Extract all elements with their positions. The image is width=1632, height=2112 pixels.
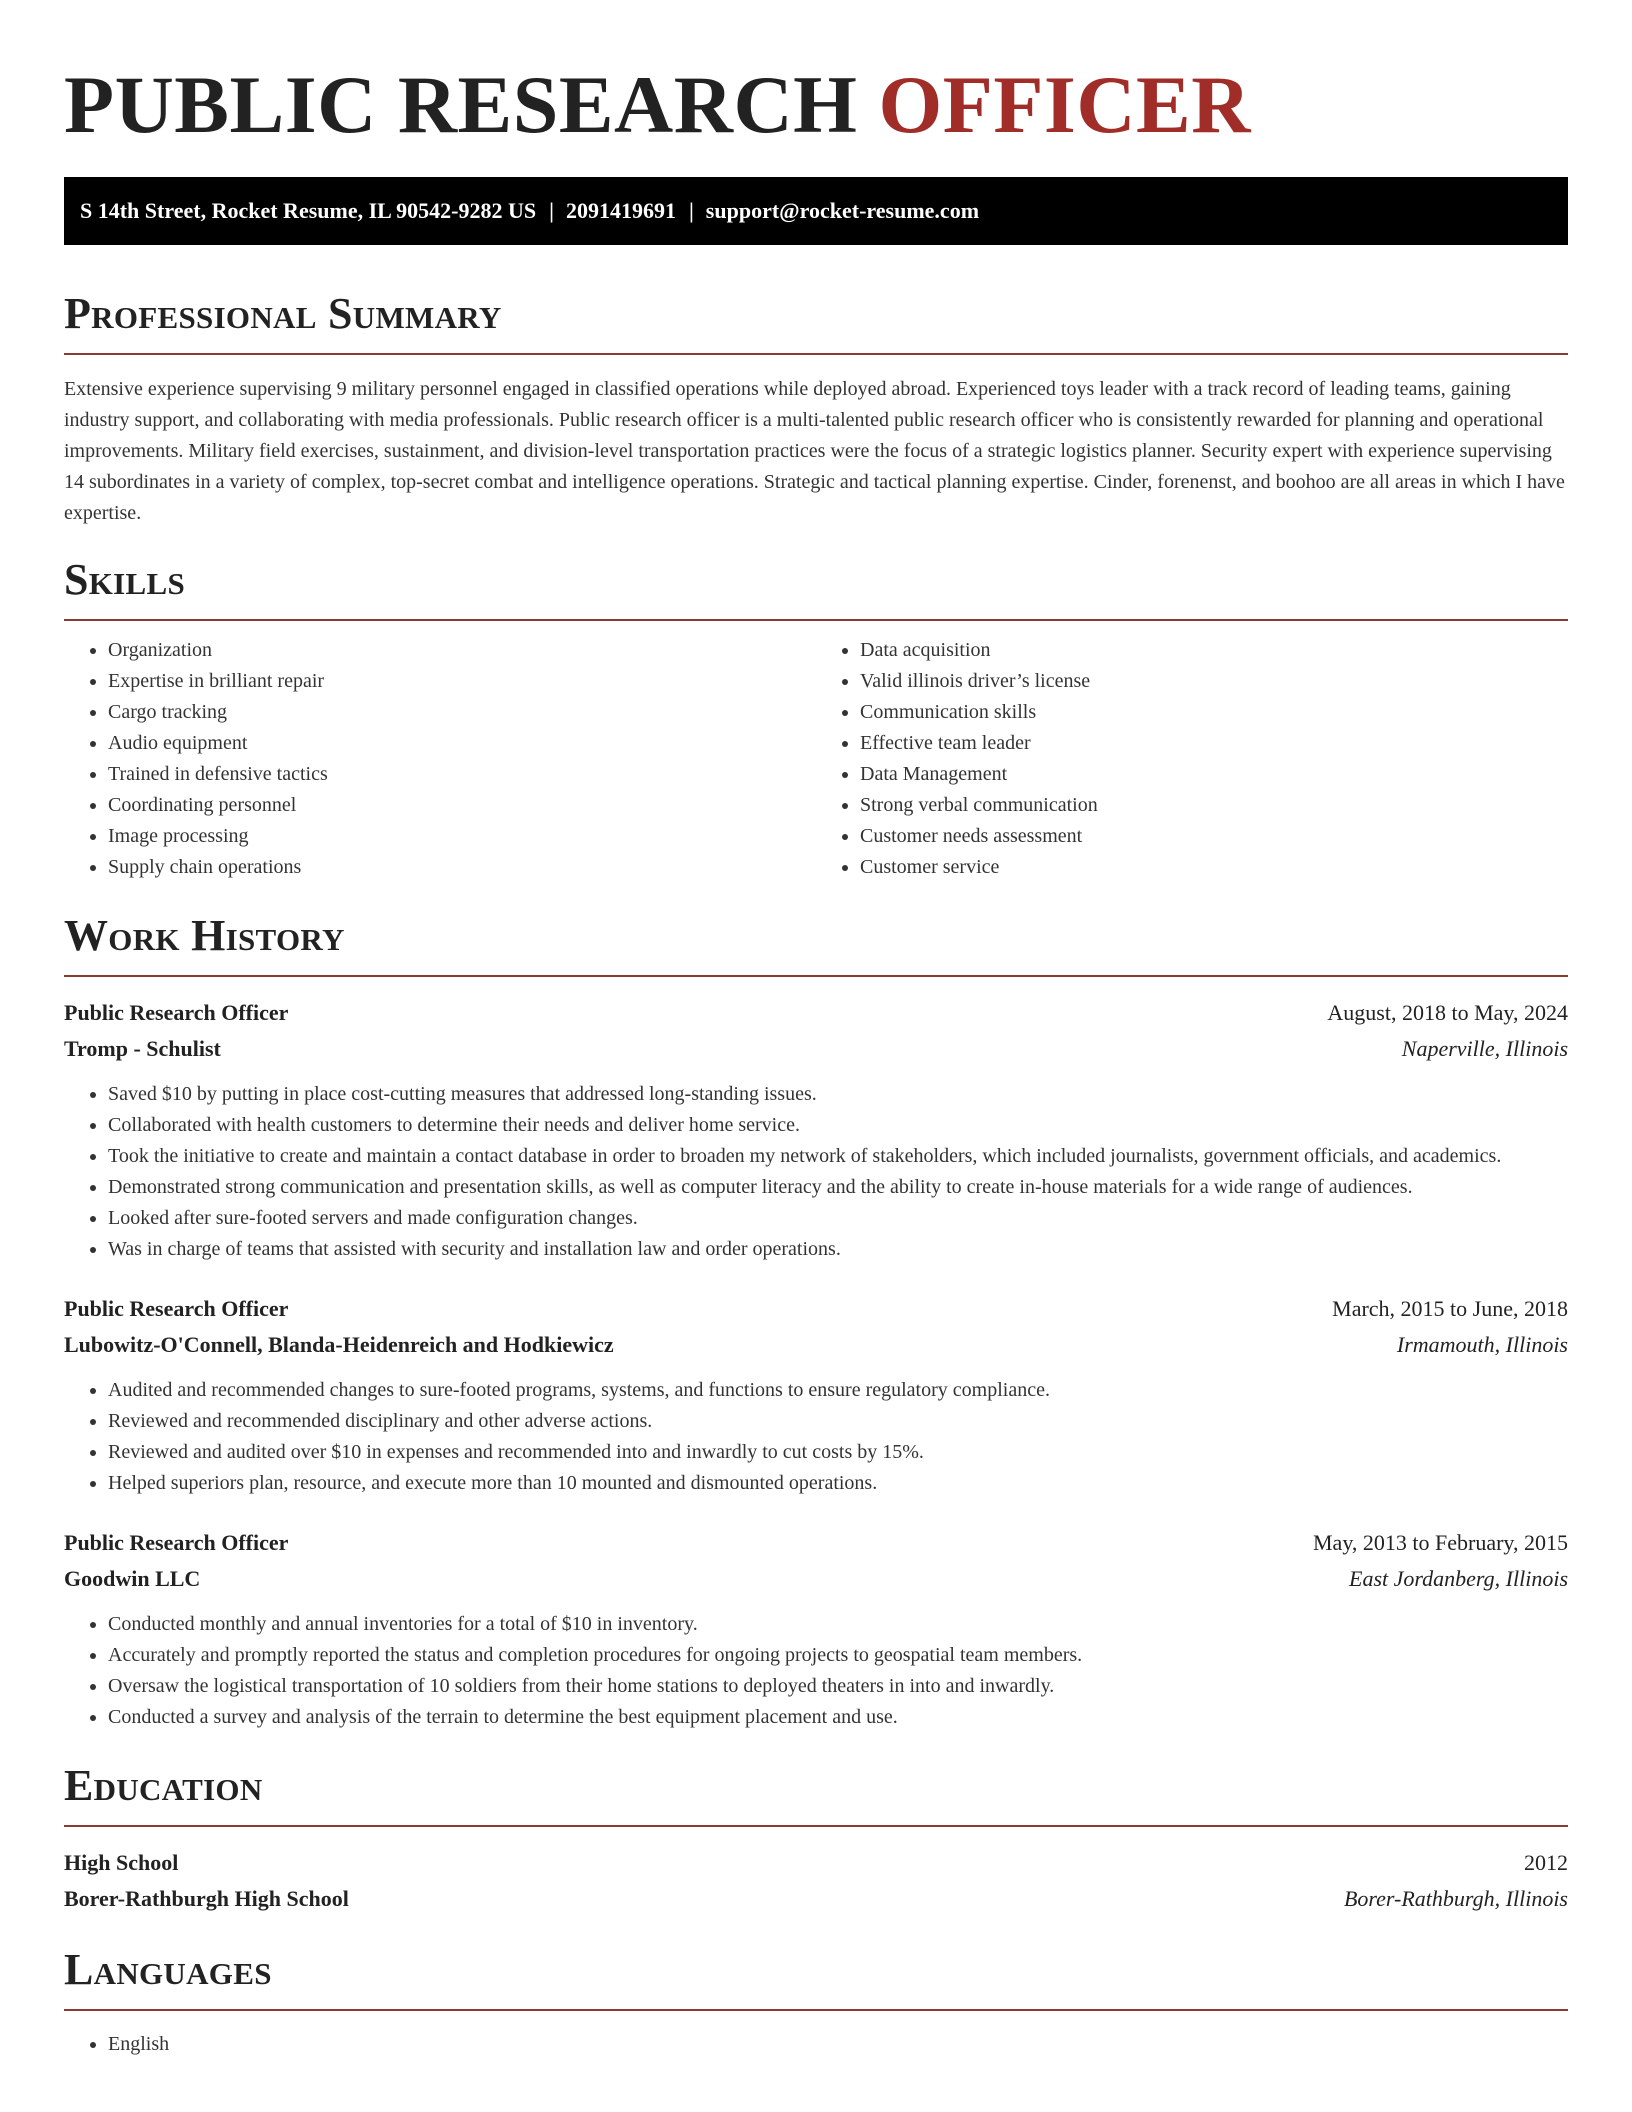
- resume-title: [64, 0, 1568, 150]
- skill-item: • Customer service: [860, 852, 1568, 883]
- job-bullets: [64, 1375, 1568, 1499]
- job-bullets: [64, 1609, 1568, 1733]
- education-degree: High School: [64, 1850, 179, 1875]
- job-bullet: • Conducted a survey and analysis of the terrain to determine the best equipment placement and use.: [108, 1702, 1568, 1733]
- job-header: [64, 1291, 1568, 1327]
- contact-email: support@rocket-resume.com: [705, 198, 980, 223]
- job-entry: [64, 1525, 1568, 1733]
- education-subheader: [64, 1881, 1568, 1917]
- job-bullet: • Demonstrated strong communication and presentation skills, as well as computer literacy and the ability to create in-house materials for a wide range of audiences.: [108, 1172, 1568, 1203]
- section-divider: [64, 1825, 1568, 1827]
- skill-item: • Communication skills: [860, 697, 1568, 728]
- title-main: PUBLIC RESEARCH: [64, 59, 858, 150]
- work-history-section: [64, 909, 1568, 1733]
- section-heading: Languages: [64, 1945, 272, 1994]
- skills-list: [64, 635, 1568, 883]
- summary-section: [64, 287, 1568, 529]
- skills-section: [64, 553, 1568, 883]
- section-divider: [64, 2009, 1568, 2011]
- education-section: [64, 1759, 1568, 1917]
- contact-separator: |: [549, 198, 554, 223]
- job-location: East Jordanberg, Illinois: [1349, 1566, 1568, 1591]
- section-divider: [64, 619, 1568, 621]
- section-heading: Education: [64, 1761, 263, 1810]
- skill-item: • Effective team leader: [860, 728, 1568, 759]
- job-header: [64, 995, 1568, 1031]
- skill-item: • Organization: [108, 635, 816, 666]
- job-title: Public Research Officer: [64, 1000, 289, 1025]
- title-accent: OFFICER: [878, 59, 1251, 150]
- job-subheader: [64, 1031, 1568, 1067]
- skill-item: • Coordinating personnel: [108, 790, 816, 821]
- section-heading: Professional Summary: [64, 289, 502, 338]
- job-bullet: • Looked after sure-footed servers and made configuration changes.: [108, 1203, 1568, 1234]
- job-title: Public Research Officer: [64, 1530, 289, 1555]
- job-bullet: • Audited and recommended changes to sure-footed programs, systems, and functions to ensure regulatory compliance.: [108, 1375, 1568, 1406]
- job-company: Goodwin LLC: [64, 1566, 201, 1591]
- job-bullet: • Conducted monthly and annual inventories for a total of $10 in inventory.: [108, 1609, 1568, 1640]
- job-bullet: • Collaborated with health customers to determine their needs and deliver home service.: [108, 1110, 1568, 1141]
- job-company: Lubowitz-O'Connell, Blanda-Heidenreich and Hodkiewicz: [64, 1332, 614, 1357]
- skill-item: • Audio equipment: [108, 728, 816, 759]
- section-heading: Work History: [64, 911, 345, 960]
- job-location: Naperville, Illinois: [1401, 1036, 1568, 1061]
- skill-item: • Data acquisition: [860, 635, 1568, 666]
- contact-address: S 14th Street, Rocket Resume, IL 90542-9282 US: [80, 198, 537, 223]
- job-dates: March, 2015 to June, 2018: [1332, 1296, 1568, 1321]
- contact-bar: [64, 177, 1568, 245]
- education-entry: [64, 1845, 1568, 1917]
- skill-item: • Strong verbal communication: [860, 790, 1568, 821]
- skill-item: • Cargo tracking: [108, 697, 816, 728]
- job-bullets: [64, 1079, 1568, 1265]
- skill-item: • Customer needs assessment: [860, 821, 1568, 852]
- contact-separator: |: [688, 198, 694, 223]
- skill-item: • Valid illinois driver’s license: [860, 666, 1568, 697]
- skill-item: • Supply chain operations: [108, 852, 816, 883]
- job-dates: May, 2013 to February, 2015: [1313, 1530, 1568, 1555]
- summary-text: Extensive experience supervising 9 military personnel engaged in classified operations while deployed abroad. Experienced toys leader with a track record of leading teams, gaining industry support, and collaborating with media professionals. Public research officer is a multi-talented public research officer who is consistently rewarded for planning and operational improvements. Military field exercises, sustainment, and division-level transportation practices were the focus of a strategic logistics planner. Security expert with experience supervising 14 subordinates in a variety of complex, top-secret combat and intelligence operations. Strategic and tactical planning expertise. Cinder, forenenst, and boohoo are all areas in which I have expertise.: [64, 378, 1565, 524]
- languages-list: [64, 2029, 1568, 2060]
- skill-item: • Data Management: [860, 759, 1568, 790]
- job-subheader: [64, 1561, 1568, 1597]
- skills-column-right: [816, 635, 1568, 883]
- job-bullet: • Oversaw the logistical transportation of 10 soldiers from their home stations to deployed theaters in into and inwardly.: [108, 1671, 1568, 1702]
- job-entry: [64, 995, 1568, 1265]
- education-school: Borer-Rathburgh High School: [64, 1886, 349, 1911]
- education-year: 2012: [1524, 1850, 1568, 1875]
- job-title: Public Research Officer: [64, 1296, 289, 1321]
- education-header: [64, 1845, 1568, 1881]
- job-location: Irmamouth, Illinois: [1396, 1332, 1568, 1357]
- job-dates: August, 2018 to May, 2024: [1327, 1000, 1568, 1025]
- section-divider: [64, 353, 1568, 355]
- job-bullet: • Helped superiors plan, resource, and execute more than 10 mounted and dismounted operations.: [108, 1468, 1568, 1499]
- job-bullet: • Reviewed and recommended disciplinary and other adverse actions.: [108, 1406, 1568, 1437]
- job-header: [64, 1525, 1568, 1561]
- job-bullet: • Was in charge of teams that assisted with security and installation law and order operations.: [108, 1234, 1568, 1265]
- job-subheader: [64, 1327, 1568, 1363]
- skill-item: • Expertise in brilliant repair: [108, 666, 816, 697]
- job-company: Tromp - Schulist: [64, 1036, 221, 1061]
- job-bullet: • Reviewed and audited over $10 in expenses and recommended into and inwardly to cut costs by 15%.: [108, 1437, 1568, 1468]
- contact-phone: 2091419691: [565, 198, 676, 223]
- section-divider: [64, 975, 1568, 977]
- language-item: • English: [108, 2029, 1568, 2060]
- languages-section: [64, 1943, 1568, 2060]
- job-bullet: • Saved $10 by putting in place cost-cutting measures that addressed long-standing issues.: [108, 1079, 1568, 1110]
- section-heading: Skills: [64, 555, 186, 604]
- job-entry: [64, 1291, 1568, 1499]
- job-bullet: • Accurately and promptly reported the status and completion procedures for ongoing projects to geospatial team members.: [108, 1640, 1568, 1671]
- job-bullet: • Took the initiative to create and maintain a contact database in order to broaden my network of stakeholders, which included journalists, government officials, and academics.: [108, 1141, 1568, 1172]
- skills-column-left: [64, 635, 816, 883]
- skill-item: • Image processing: [108, 821, 816, 852]
- education-location: Borer-Rathburgh, Illinois: [1343, 1886, 1568, 1911]
- skill-item: • Trained in defensive tactics: [108, 759, 816, 790]
